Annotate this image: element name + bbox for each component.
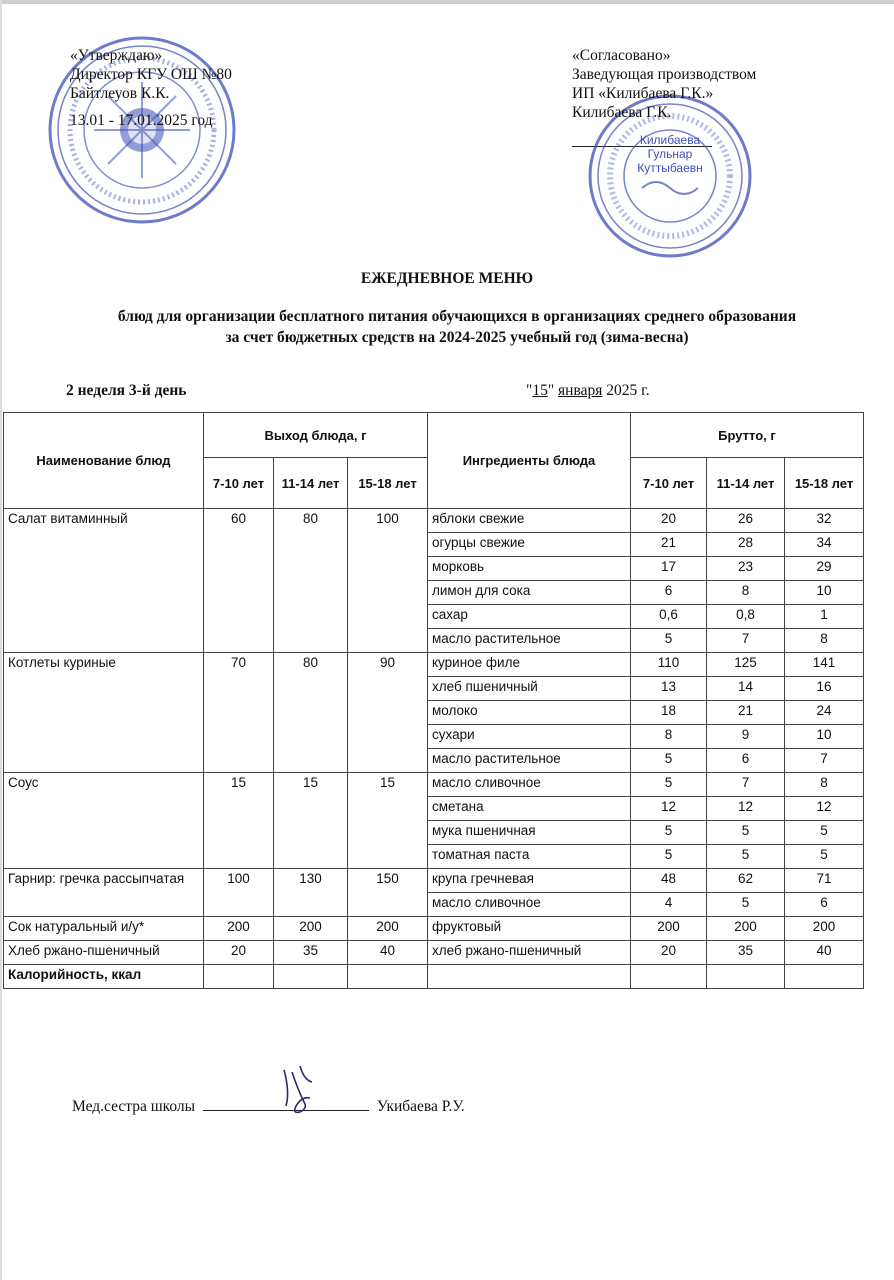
ingredient-gross-value: 9 — [707, 725, 785, 749]
menu-table-body — [4, 509, 864, 989]
header-yield: Выход блюда, г — [204, 413, 428, 458]
dish-yield-value: 150 — [348, 869, 428, 917]
approval-block — [70, 46, 232, 130]
ingredient-gross-value: 5 — [631, 845, 707, 869]
header-gross-age: 7-10 лет — [631, 458, 707, 509]
ingredient-gross-value: 5 — [631, 629, 707, 653]
ingredient-gross-value: 17 — [631, 557, 707, 581]
nurse-name: Укибаева Р.У. — [376, 1098, 465, 1115]
date-month: января — [558, 382, 603, 399]
ingredient-name: масло сливочное — [428, 893, 631, 917]
calories-empty-cell — [785, 965, 864, 989]
dish-yield-value: 100 — [348, 509, 428, 653]
agreement-block — [572, 46, 756, 122]
page-left-edge — [0, 0, 2, 1280]
ingredient-gross-value: 14 — [707, 677, 785, 701]
menu-table — [3, 412, 864, 989]
ingredient-gross-value: 6 — [707, 749, 785, 773]
ingredient-gross-value: 5 — [631, 749, 707, 773]
table-row — [4, 869, 864, 893]
ingredient-name: сухари — [428, 725, 631, 749]
ingredient-gross-value: 21 — [707, 701, 785, 725]
table-row — [4, 509, 864, 533]
ingredient-gross-value: 200 — [707, 917, 785, 941]
calories-empty-cell — [707, 965, 785, 989]
ingredient-gross-value: 20 — [631, 509, 707, 533]
menu-date: "15" января 2025 г. — [526, 382, 650, 399]
ingredient-name: масло растительное — [428, 629, 631, 653]
ingredient-gross-value: 5 — [707, 821, 785, 845]
page-top-edge — [0, 0, 894, 4]
table-row — [4, 917, 864, 941]
calories-row — [4, 965, 864, 989]
dish-yield-value: 130 — [274, 869, 348, 917]
ingredient-gross-value: 7 — [707, 773, 785, 797]
header-gross-age: 11-14 лет — [707, 458, 785, 509]
calories-empty-cell — [204, 965, 274, 989]
ingredient-name: томатная паста — [428, 845, 631, 869]
ingredient-name: хлеб ржано-пшеничный — [428, 941, 631, 965]
ingredient-gross-value: 28 — [707, 533, 785, 557]
date-day: 15 — [532, 382, 548, 399]
ingredient-gross-value: 10 — [785, 581, 864, 605]
dish-name: Салат витаминный — [4, 509, 204, 653]
ingredient-gross-value: 7 — [785, 749, 864, 773]
document-title: ЕЖЕДНЕВНОЕ МЕНЮ — [360, 270, 534, 287]
dish-name: Соус — [4, 773, 204, 869]
dish-yield-value: 70 — [204, 653, 274, 773]
dish-yield-value: 60 — [204, 509, 274, 653]
stamp-name-2: Гульнар — [647, 147, 693, 161]
ingredient-gross-value: 29 — [785, 557, 864, 581]
ingredient-gross-value: 21 — [631, 533, 707, 557]
ingredient-gross-value: 12 — [785, 797, 864, 821]
week-day-label: 2 неделя 3-й день — [66, 382, 187, 399]
header-yield-age: 7-10 лет — [204, 458, 274, 509]
dish-yield-value: 40 — [348, 941, 428, 965]
ingredient-gross-value: 8 — [785, 773, 864, 797]
dish-yield-value: 15 — [274, 773, 348, 869]
ingredient-name: куриное филе — [428, 653, 631, 677]
header-gross-age: 15-18 лет — [785, 458, 864, 509]
approval-position: Директор КГУ ОШ №80 — [70, 66, 232, 83]
dish-name: Хлеб ржано-пшеничный — [4, 941, 204, 965]
dish-yield-value: 80 — [274, 653, 348, 773]
ingredient-gross-value: 125 — [707, 653, 785, 677]
ingredient-gross-value: 20 — [631, 941, 707, 965]
calories-label: Калорийность, ккал — [4, 965, 204, 989]
ingredient-gross-value: 5 — [707, 845, 785, 869]
dish-name: Сок натуральный и/у* — [4, 917, 204, 941]
approval-period: 13.01 - 17.01.2025 год — [70, 112, 213, 129]
ingredient-gross-value: 26 — [707, 509, 785, 533]
dish-yield-value: 200 — [204, 917, 274, 941]
ingredient-gross-value: 35 — [707, 941, 785, 965]
header-yield-age: 15-18 лет — [348, 458, 428, 509]
agreement-company: ИП «Килибаева Г.К.» — [572, 85, 714, 102]
header-ingredients: Ингредиенты блюда — [428, 413, 631, 509]
ingredient-gross-value: 0,6 — [631, 605, 707, 629]
ingredient-gross-value: 200 — [785, 917, 864, 941]
ingredient-name: огурцы свежие — [428, 533, 631, 557]
ingredient-gross-value: 13 — [631, 677, 707, 701]
dish-yield-value: 200 — [274, 917, 348, 941]
dish-yield-value: 80 — [274, 509, 348, 653]
ingredient-gross-value: 12 — [631, 797, 707, 821]
ingredient-gross-value: 5 — [631, 773, 707, 797]
ingredient-gross-value: 0,8 — [707, 605, 785, 629]
ingredient-name: хлеб пшеничный — [428, 677, 631, 701]
ingredient-gross-value: 7 — [707, 629, 785, 653]
ingredient-name: сметана — [428, 797, 631, 821]
ingredient-name: мука пшеничная — [428, 821, 631, 845]
ingredient-gross-value: 5 — [785, 821, 864, 845]
ingredient-name: фруктовый — [428, 917, 631, 941]
ingredient-gross-value: 34 — [785, 533, 864, 557]
table-row — [4, 653, 864, 677]
ingredient-gross-value: 8 — [707, 581, 785, 605]
ingredient-gross-value: 110 — [631, 653, 707, 677]
agreement-position: Заведующая производством — [572, 66, 757, 83]
ingredient-gross-value: 141 — [785, 653, 864, 677]
ingredient-name: молоко — [428, 701, 631, 725]
ingredient-gross-value: 1 — [785, 605, 864, 629]
ingredient-gross-value: 24 — [785, 701, 864, 725]
ingredient-gross-value: 23 — [707, 557, 785, 581]
header-dish: Наименование блюд — [4, 413, 204, 509]
ingredient-name: лимон для сока — [428, 581, 631, 605]
ingredient-gross-value: 16 — [785, 677, 864, 701]
ingredient-name: масло сливочное — [428, 773, 631, 797]
ingredient-gross-value: 8 — [785, 629, 864, 653]
table-row — [4, 773, 864, 797]
ingredient-name: масло растительное — [428, 749, 631, 773]
dish-name: Гарнир: гречка рассыпчатая — [4, 869, 204, 917]
handwritten-signature — [270, 1062, 330, 1118]
table-row — [4, 941, 864, 965]
dish-yield-value: 200 — [348, 917, 428, 941]
header-yield-age: 11-14 лет — [274, 458, 348, 509]
stamp-name-3: Куттыбаевн — [637, 161, 703, 175]
calories-empty-cell — [428, 965, 631, 989]
agreement-heading: «Согласовано» — [572, 47, 671, 64]
dish-yield-value: 35 — [274, 941, 348, 965]
dish-yield-value: 90 — [348, 653, 428, 773]
calories-empty-cell — [348, 965, 428, 989]
ingredient-name: морковь — [428, 557, 631, 581]
dish-name: Котлеты куриные — [4, 653, 204, 773]
approval-name: Байтлеуов К.К. — [70, 85, 170, 102]
ingredient-name: яблоки свежие — [428, 509, 631, 533]
ingredient-name: крупа гречневая — [428, 869, 631, 893]
ingredient-gross-value: 200 — [631, 917, 707, 941]
calories-empty-cell — [274, 965, 348, 989]
dish-yield-value: 15 — [348, 773, 428, 869]
ingredient-gross-value: 18 — [631, 701, 707, 725]
calories-empty-cell — [631, 965, 707, 989]
ingredient-name: сахар — [428, 605, 631, 629]
ingredient-gross-value: 5 — [707, 893, 785, 917]
nurse-signature-line — [72, 1096, 465, 1116]
dish-yield-value: 100 — [204, 869, 274, 917]
ingredient-gross-value: 48 — [631, 869, 707, 893]
ingredient-gross-value: 40 — [785, 941, 864, 965]
ingredient-gross-value: 32 — [785, 509, 864, 533]
ingredient-gross-value: 12 — [707, 797, 785, 821]
ingredient-gross-value: 5 — [631, 821, 707, 845]
dish-yield-value: 15 — [204, 773, 274, 869]
ingredient-gross-value: 6 — [785, 893, 864, 917]
nurse-label: Мед.сестра школы — [72, 1098, 196, 1115]
ingredient-gross-value: 4 — [631, 893, 707, 917]
header-gross: Брутто, г — [631, 413, 864, 458]
dish-yield-value: 20 — [204, 941, 274, 965]
date-year: 2025 г. — [606, 382, 650, 399]
ingredient-gross-value: 8 — [631, 725, 707, 749]
ingredient-gross-value: 5 — [785, 845, 864, 869]
agreement-name: Килибаева Г.К. — [572, 104, 672, 121]
ingredient-gross-value: 10 — [785, 725, 864, 749]
document-subtitle: блюд для организации бесплатного питания обучающихся в организациях среднего образования за счет бюджетных средств на 2024-2025 учебный год (зима-весна) — [117, 308, 797, 346]
ingredient-gross-value: 6 — [631, 581, 707, 605]
approval-heading: «Утверждаю» — [70, 47, 163, 64]
stamp-name-1: Килибаева — [639, 133, 701, 147]
ingredient-gross-value: 71 — [785, 869, 864, 893]
ingredient-gross-value: 62 — [707, 869, 785, 893]
